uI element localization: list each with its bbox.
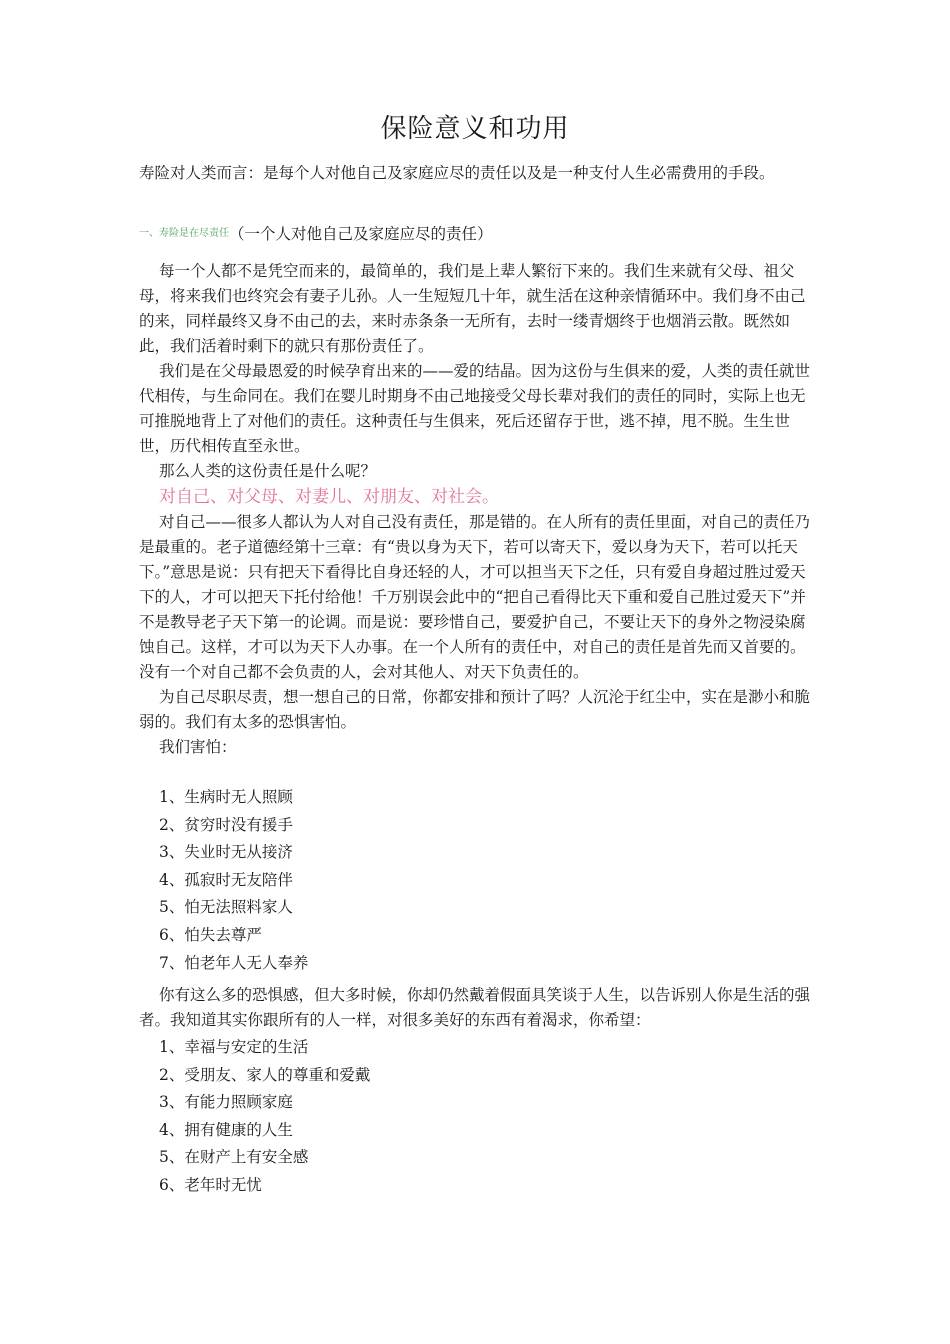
fears-list xyxy=(159,784,308,977)
paragraph: 为自己尽职尽责，想一想自己的日常，你都安排和预计了吗？人沉沦于红尘中，实在是渺小和脆弱的。我们有太多的恐惧害怕。 xyxy=(139,688,811,731)
body-text-2 xyxy=(139,983,820,1033)
list-item: 1、幸福与安定的生活 xyxy=(159,1038,309,1056)
body-text xyxy=(139,259,820,760)
list-item: 5、怕无法照料家人 xyxy=(159,898,293,917)
list-item: 2、贫穷时没有援手 xyxy=(159,815,293,834)
paragraph: 我们是在父母最恩爱的时候孕育出来的——爱的结晶。因为这份与生俱来的爱，人类的责任就世代相传，与生命同在。我们在婴儿时期身不由己地接受父母长辈对我们的责任的同时，实际上也无可推脱地背上了对他们的责任。这种责任与生俱来，死后还留存于世，逃不掉，甩不脱。生生世世，历代相传直至永世。 xyxy=(139,362,811,455)
section-heading xyxy=(139,222,493,246)
list-item: 6、怕失去尊严 xyxy=(159,925,262,944)
list-item: 2、受朋友、家人的尊重和爱戴 xyxy=(159,1065,371,1084)
paragraph: 那么人类的这份责任是什么呢？ xyxy=(159,462,377,480)
list-item: 6、老年时无忧 xyxy=(159,1175,262,1194)
section-heading-small: 一、寿险是在尽责任 xyxy=(139,228,229,239)
list-item: 3、有能力照顾家庭 xyxy=(159,1093,293,1112)
page-title: 保险意义和功用 xyxy=(380,114,570,144)
paragraph: 对自己——很多人都认为人对自己没有责任，那是错的。在人所有的责任里面，对自己的责任乃是最重的。老子道德经第十三章：有“贵以身为天下，若可以寄天下，爱以身为天下，若可以托天下。”意思是说：只有把天下看得比自身还轻的人，才可以担当天下之任，只有爱自身超过胜过爱天下的人，才可以把天下托付给他！千万别误会此中的“把自己看得比天下重和爱自己胜过爱天下”并不是教导老子天下第一的论调。而是说：要珍惜自己，要爱护自己，不要让天下的身外之物浸染腐蚀自己。这样，才可以为天下人办事。在一个人所有的责任中，对自己的责任是首先而又首要的。没有一个对自己都不会负责的人，会对其他人、对天下负责任的。 xyxy=(139,513,811,681)
list-item: 4、孤寂时无友陪伴 xyxy=(159,870,293,889)
highlight-text: 对自己、对父母、对妻儿、对朋友、对社会。 xyxy=(159,487,499,507)
paragraph: 你有这么多的恐惧感，但大多时候，你却仍然戴着假面具笑谈于人生，以告诉别人你是生活的强者。我知道其实你跟所有的人一样，对很多美好的东西有着渴求，你希望： xyxy=(139,986,811,1029)
paragraph: 我们害怕： xyxy=(159,738,237,756)
list-item: 1、生病时无人照顾 xyxy=(159,788,293,806)
list-item: 3、失业时无从接济 xyxy=(159,843,293,862)
hopes-list xyxy=(159,1034,370,1200)
section-heading-paren: （一个人对他自己及家庭应尽的责任） xyxy=(229,225,493,243)
list-item: 5、在财产上有安全感 xyxy=(159,1148,309,1167)
list-item: 4、拥有健康的人生 xyxy=(159,1120,293,1139)
paragraph: 每一个人都不是凭空而来的，最简单的，我们是上辈人繁衍下来的。我们生来就有父母、祖父母，将来我们也终究会有妻子儿孙。人一生短短几十年，就生活在这种亲情循环中。我们身不由己的来，同样最终又身不由己的去，来时赤条条一无所有，去时一缕青烟终于也烟消云散。既然如此，我们活着时剩下的就只有那份责任了。 xyxy=(139,262,806,355)
list-item: 7、怕老年人无人奉养 xyxy=(159,953,309,972)
intro-paragraph: 寿险对人类而言：是每个人对他自己及家庭应尽的责任以及是一种支付人生必需费用的手段。 xyxy=(139,164,775,182)
